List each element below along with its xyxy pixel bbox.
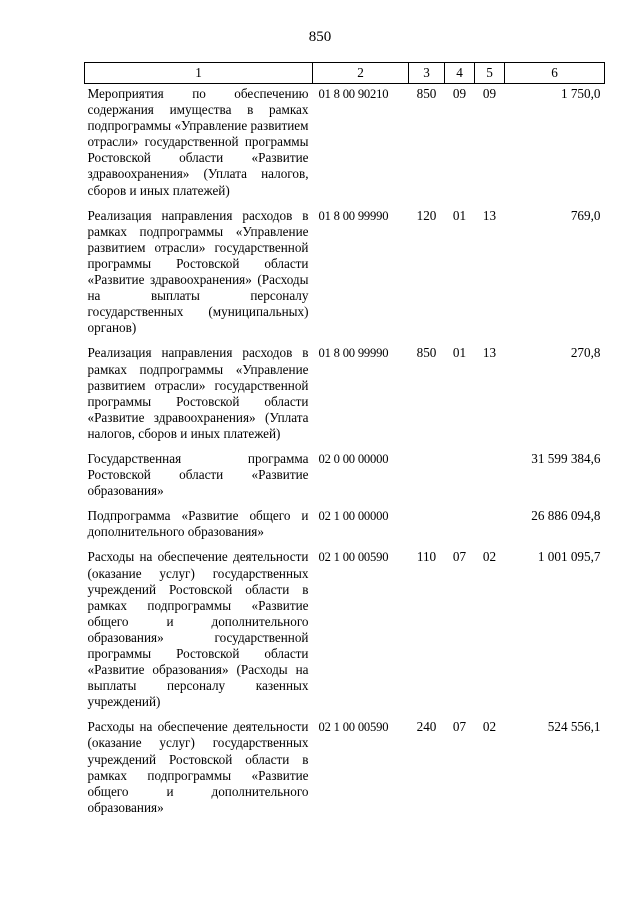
table-row (85, 84, 605, 206)
row-section: 09 (452, 86, 467, 101)
row-expense-type: 850 (416, 345, 437, 361)
header-col-6: 6 (505, 63, 605, 84)
row-amount: 1 750,0 (560, 86, 601, 101)
row-target-code: 02 1 00 00000 (318, 509, 389, 524)
table-row (85, 506, 605, 547)
row-name: Расходы на обеспечение деятельности (оказание услуг) государственных учреждений Ростовской области в рамках подпрограммы «Развитие общего и дополнительного образования» (87, 719, 309, 815)
row-subsection: 02 (482, 549, 497, 565)
row-name: Подпрограмма «Развитие общего и дополнительного образования» (87, 508, 309, 540)
row-expense-type: 120 (416, 207, 437, 223)
row-target-code: 01 8 00 99990 (318, 208, 389, 223)
page-number: 850 (308, 29, 332, 45)
row-section: 01 (452, 207, 467, 223)
row-section: 07 (452, 549, 467, 565)
header-col-1: 1 (85, 63, 313, 84)
budget-table (84, 62, 605, 823)
row-name: Реализация направления расходов в рамках подпрограммы «Управление развитием отрасли» государственной программы Ростовской области «Развитие здравоохранения» (Расходы на выплаты персоналу государственных (муниципальных) органов) (87, 207, 309, 336)
row-subsection: 02 (482, 719, 497, 735)
table-row (85, 206, 605, 344)
row-section: 07 (452, 719, 467, 735)
row-section (445, 506, 475, 547)
row-amount: 1 001 095,7 (537, 549, 601, 565)
row-subsection (475, 449, 505, 506)
row-amount: 769,0 (570, 207, 601, 223)
row-amount: 270,8 (570, 345, 601, 361)
row-subsection: 13 (482, 345, 497, 361)
row-target-code: 02 1 00 00590 (318, 720, 389, 735)
row-name: Расходы на обеспечение деятельности (оказание услуг) государственных учреждений Ростовской области в рамках подпрограммы «Развитие общего и дополнительного образования» государственной программы Ростовской области «Развитие образования» (Расходы на выплаты персоналу казенных учреждений) (87, 549, 309, 710)
table-header-row (85, 63, 605, 84)
row-section (445, 449, 475, 506)
table-row (85, 547, 605, 717)
row-section: 01 (452, 345, 467, 361)
table-row (85, 449, 605, 506)
row-expense-type (409, 449, 445, 506)
row-expense-type: 850 (416, 86, 437, 101)
row-name: Государственная программа Ростовской области «Развитие образования» (87, 450, 309, 499)
header-col-3: 3 (409, 63, 445, 84)
row-target-code: 01 8 00 90210 (318, 87, 389, 101)
header-col-2: 2 (313, 63, 409, 84)
row-target-code: 01 8 00 99990 (318, 346, 389, 361)
row-expense-type: 110 (416, 549, 437, 565)
header-col-5: 5 (475, 63, 505, 84)
row-amount: 524 556,1 (547, 719, 601, 735)
row-expense-type (409, 506, 445, 547)
row-target-code: 02 0 00 00000 (318, 451, 389, 466)
header-col-4: 4 (445, 63, 475, 84)
row-subsection: 09 (482, 86, 497, 101)
row-subsection: 13 (482, 207, 497, 223)
row-amount: 31 599 384,6 (531, 450, 601, 466)
table-row (85, 343, 605, 449)
row-name: Мероприятия по обеспечению содержания имущества в рамках подпрограммы «Управление развитием отрасли» государственной программы Ростовской области «Развитие здравоохранения» (Уплата налогов, сборов и иных платежей) (87, 86, 309, 198)
row-expense-type: 240 (416, 719, 437, 735)
row-amount: 26 886 094,8 (531, 508, 601, 524)
row-name: Реализация направления расходов в рамках подпрограммы «Управление развитием отрасли» государственной программы Ростовской области «Развитие здравоохранения» (Уплата налогов, сборов и иных платежей) (87, 345, 309, 441)
row-target-code: 02 1 00 00590 (318, 550, 389, 565)
table-row (85, 717, 605, 823)
row-subsection (475, 506, 505, 547)
